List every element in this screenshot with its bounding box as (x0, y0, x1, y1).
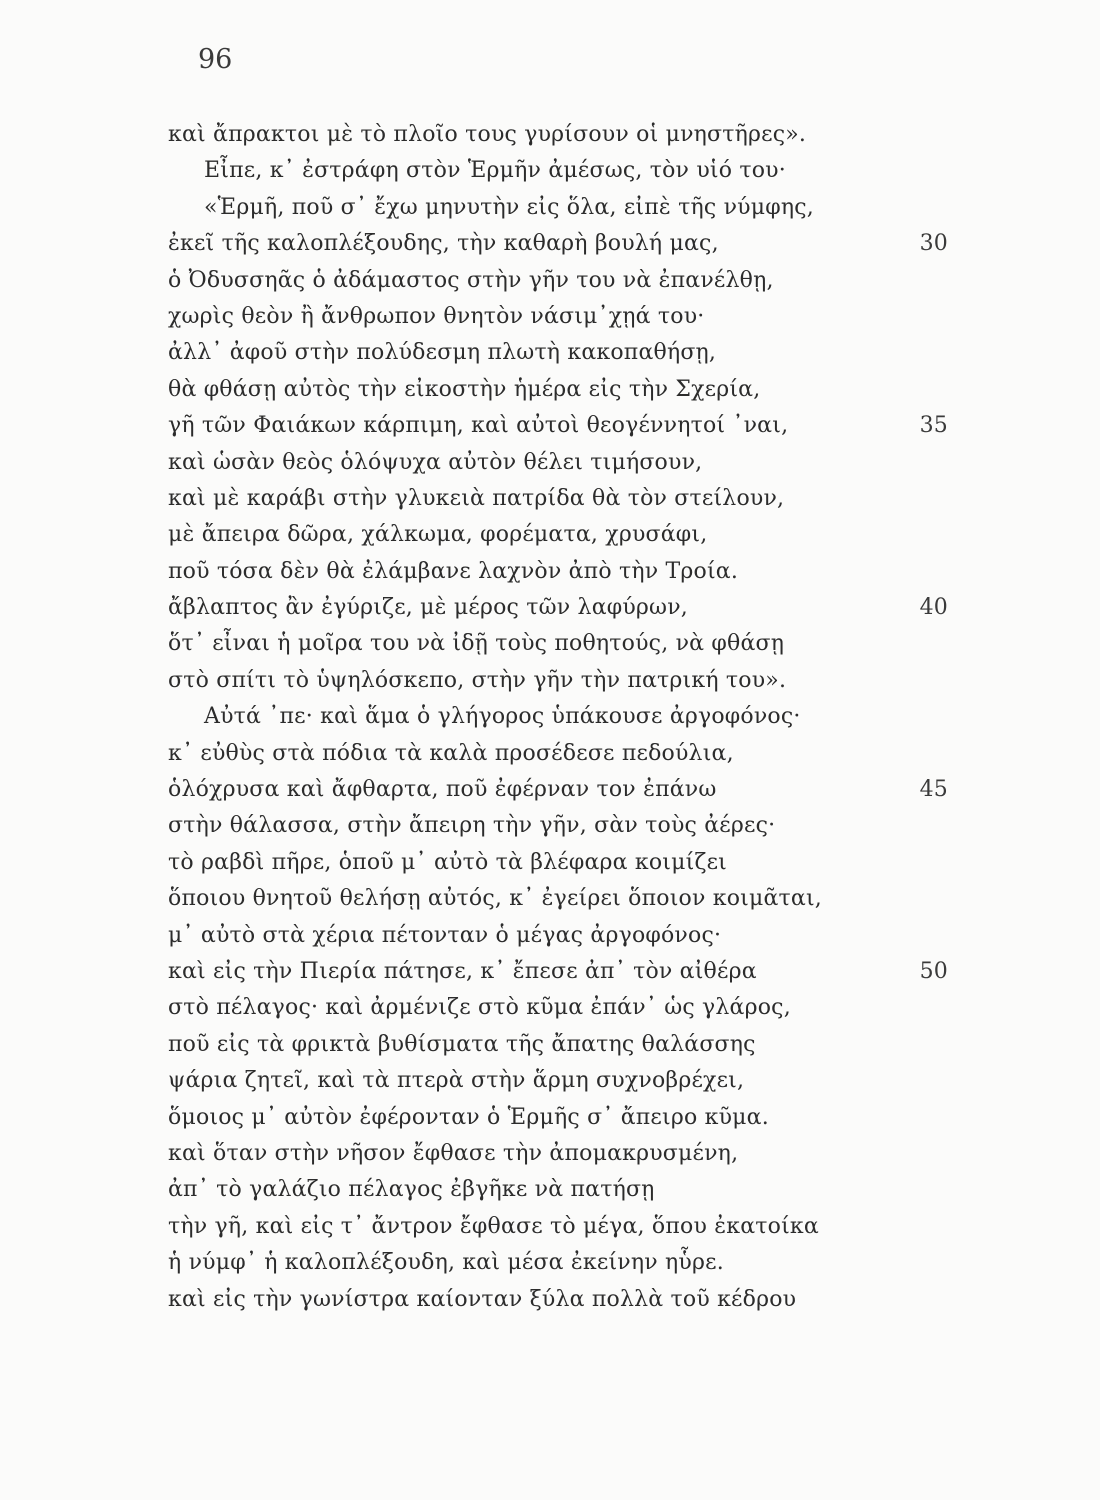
verse-line (168, 626, 948, 662)
verse-text: ὁ Ὀδυσσηᾶς ὁ ἀδάμαστος στὴν γῆν του νὰ ἐπανέλθῃ, (168, 267, 774, 293)
verse-text: μ᾽ αὐτὸ στὰ χέρια πέτονταν ὁ μέγας ἀργοφόνος· (168, 922, 722, 948)
verse-text: κ᾽ εὐθὺς στὰ πόδια τὰ καλὰ προσέδεσε πεδούλια, (168, 740, 734, 766)
verse-line (168, 845, 948, 881)
line-number: 30 (919, 231, 948, 257)
verse-text: ὅποιου θνητοῦ θελήσῃ αὐτός, κ᾽ ἐγείρει ὅποιον κοιμᾶται, (168, 886, 822, 912)
verse-line (168, 445, 948, 481)
verse-line (168, 918, 948, 954)
verse-text: στὴν θάλασσα, στὴν ἄπειρη τὴν γῆν, σὰν τοὺς ἀέρες· (168, 813, 776, 839)
verse-text: ποῦ εἰς τὰ φρικτὰ βυθίσματα τῆς ἄπατης θαλάσσης (168, 1031, 756, 1057)
verse-text: καὶ ὡσὰν θεὸς ὁλόψυχα αὐτὸν θέλει τιμήσουν, (168, 449, 703, 475)
verse-line (168, 481, 948, 517)
verse-line (168, 1209, 948, 1245)
verse-text: ποῦ τόσα δὲν θὰ ἐλάμβανε λαχνὸν ἀπὸ τὴν Τροία. (168, 558, 739, 584)
verse-line (168, 335, 948, 371)
verse-text: ἀπ᾽ τὸ γαλάζιο πέλαγος ἐβγῆκε νὰ πατήσῃ (168, 1177, 655, 1203)
verse-line (168, 372, 948, 408)
verse-text: ὁλόχρυσα καὶ ἄφθαρτα, ποῦ ἐφέρναν τον ἐπάνω (168, 777, 717, 803)
verse-text: μὲ ἄπειρα δῶρα, χάλκωμα, φορέματα, χρυσάφι, (168, 522, 708, 548)
verse-text: καὶ μὲ καράβι στὴν γλυκειὰ πατρίδα θὰ τὸν στείλουν, (168, 485, 785, 511)
verse-text: Εἶπε, κ᾽ ἐστράφη στὸν Ἑρμῆν ἀμέσως, τὸν υἱό του· (204, 158, 786, 184)
verse-text: καὶ εἰς τὴν Πιερία πάτησε, κ᾽ ἔπεσε ἀπ᾽ τὸν αἰθέρα (168, 958, 757, 984)
verse-line (168, 117, 948, 153)
verse-line (168, 408, 948, 444)
verse-text: γῆ τῶν Φαιάκων κάρπιμη, καὶ αὐτοὶ θεογέννητοί ᾽ναι, (168, 413, 789, 439)
verse-line (168, 263, 948, 299)
verse-text: τὴν γῆ, καὶ εἰς τ᾽ ἄντρον ἔφθασε τὸ μέγα, ὅπου ἐκατοίκα (168, 1213, 819, 1239)
verse-line (168, 1136, 948, 1172)
verse-line (168, 1063, 948, 1099)
verse-line (168, 772, 948, 808)
verse-line (168, 517, 948, 553)
poem-text (168, 117, 948, 1318)
verse-text: ἐκεῖ τῆς καλοπλέξουδης, τὴν καθαρὴ βουλή μας, (168, 231, 719, 257)
verse-line (168, 1100, 948, 1136)
verse-text: Αὐτά ᾽πε· καὶ ἅμα ὁ γλήγορος ὑπάκουσε ἀργοφόνος· (204, 704, 801, 730)
verse-text: καὶ ἄπρακτοι μὲ τὸ πλοῖο τους γυρίσουν οἱ μνηστῆρες». (168, 122, 807, 147)
verse-line (168, 808, 948, 844)
page-number: 96 (198, 44, 233, 75)
verse-line (168, 663, 948, 699)
verse-line (168, 590, 948, 626)
verse-line (168, 1027, 948, 1063)
verse-line (168, 1282, 948, 1318)
verse-text: «Ἑρμῆ, ποῦ σ᾽ ἔχω μηνυτὴν εἰς ὅλα, εἰπὲ τῆς νύμφης, (204, 194, 814, 220)
line-number: 35 (919, 413, 948, 439)
verse-text: στὸ πέλαγος· καὶ ἀρμένιζε στὸ κῦμα ἐπάν᾽ ὡς γλάρος, (168, 995, 791, 1021)
verse-text: ἡ νύμφ᾽ ἡ καλοπλέξουδη, καὶ μέσα ἐκείνην ηὗρε. (168, 1250, 724, 1276)
verse-text: τὸ ραβδὶ πῆρε, ὁποῦ μ᾽ αὐτὸ τὰ βλέφαρα κοιμίζει (168, 849, 728, 875)
verse-line (168, 190, 948, 226)
line-number: 45 (919, 777, 948, 803)
verse-line (168, 699, 948, 735)
line-number: 40 (919, 595, 948, 621)
line-number: 50 (919, 958, 948, 984)
verse-line (168, 990, 948, 1026)
verse-line (168, 153, 948, 189)
verse-text: ὅμοιος μ᾽ αὐτὸν ἐφέρονταν ὁ Ἑρμῆς σ᾽ ἄπειρο κῦμα. (168, 1104, 769, 1130)
verse-line (168, 299, 948, 335)
verse-text: χωρὶς θεὸν ἢ ἄνθρωπον θνητὸν νάσιμ᾽χῃά του· (168, 303, 705, 329)
verse-line (168, 954, 948, 990)
verse-line (168, 1245, 948, 1281)
verse-line (168, 1172, 948, 1208)
verse-text: στὸ σπίτι τὸ ὑψηλόσκεπο, στὴν γῆν τὴν πατρική του». (168, 667, 787, 693)
verse-text: ψάρια ζητεῖ, καὶ τὰ πτερὰ στὴν ἅρμη συχνοβρέχει, (168, 1068, 745, 1094)
verse-line (168, 226, 948, 262)
verse-text: καὶ ὅταν στὴν νῆσον ἔφθασε τὴν ἀπομακρυσμένη, (168, 1140, 739, 1166)
verse-text: ὅτ᾽ εἶναι ἡ μοῖρα του νὰ ἰδῇ τοὺς ποθητούς, νὰ φθάσῃ (168, 631, 785, 657)
verse-text: ἄβλαπτος ἂν ἐγύριζε, μὲ μέρος τῶν λαφύρων, (168, 595, 688, 621)
verse-text: ἀλλ᾽ ἀφοῦ στὴν πολύδεσμη πλωτὴ κακοπαθήσῃ, (168, 340, 717, 366)
verse-line (168, 881, 948, 917)
verse-text: καὶ εἰς τὴν γωνίστρα καίονταν ξύλα πολλὰ τοῦ κέδρου (168, 1286, 797, 1312)
verse-line (168, 736, 948, 772)
verse-text: θὰ φθάσῃ αὐτὸς τὴν εἰκοστὴν ἡμέρα εἰς τὴν Σχερία, (168, 376, 761, 402)
verse-line (168, 554, 948, 590)
